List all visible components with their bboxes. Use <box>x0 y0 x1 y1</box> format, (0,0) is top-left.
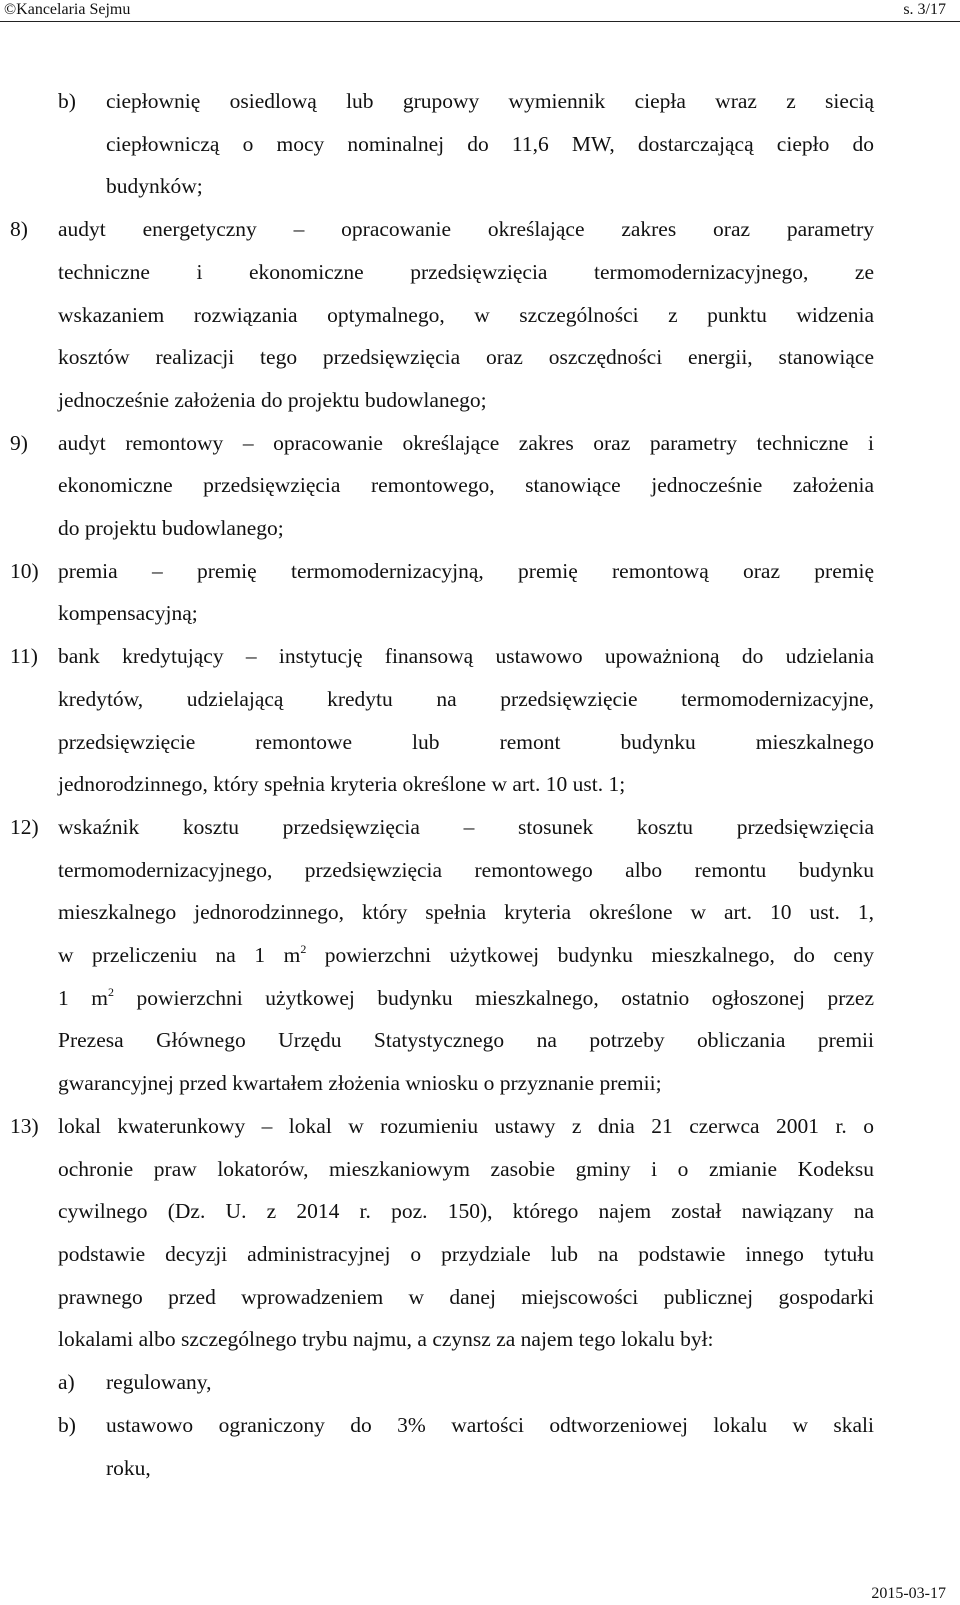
item-label: 9) <box>10 430 28 455</box>
list-item-12 <box>10 806 874 1105</box>
page-number: s. 3/17 <box>903 1 946 18</box>
text-line: audyt energetyczny – opracowanie określające zakres oraz parametry <box>58 217 874 242</box>
text-line: bank kredytujący – instytucję finansową ustawowo upoważnioną do udzielania <box>58 644 874 669</box>
text-line: termomodernizacyjnego, przedsięwzięcia remontowego albo remontu budynku <box>58 857 874 882</box>
text-line: techniczne i ekonomiczne przedsięwzięcia termomodernizacyjnego, ze <box>58 259 874 284</box>
list-item-10 <box>10 550 874 635</box>
text-line: lokalami albo szczególnego trybu najmu, a czynsz za najem tego lokalu był: <box>58 1327 714 1352</box>
text-line: ustawowo ograniczony do 3% wartości odtworzeniowej lokalu w skali <box>106 1412 874 1437</box>
text-line: kredytów, udzielającą kredytu na przedsięwzięcie termomodernizacyjne, <box>58 686 874 711</box>
item-label: b) <box>58 89 76 113</box>
copyright-label: ©Kancelaria Sejmu <box>4 1 131 18</box>
text-line: Prezesa Głównego Urzędu Statystycznego na potrzeby obliczania premii <box>58 1028 874 1053</box>
item-label: 10) <box>10 558 39 583</box>
list-item-b-heating <box>10 80 874 208</box>
list-item-11 <box>10 635 874 806</box>
document-body <box>10 80 874 1489</box>
item-label: 12) <box>10 814 39 839</box>
text-line: wskaźnik kosztu przedsięwzięcia – stosunek kosztu przedsięwzięcia <box>58 814 874 839</box>
list-item-b-limited <box>10 1404 874 1489</box>
text-line: 1 $m^2$ powierzchni użytkowej budynku mieszkalnego, ostatnio ogłoszonej przez <box>58 984 875 1010</box>
text-line: mieszkalnego jednorodzinnego, który spełnia kryteria określone w art. 10 ust. 1, <box>58 900 874 925</box>
text-line: cywilnego (Dz. U. z 2014 r. poz. 150), którego najem został nawiązany na <box>58 1199 874 1224</box>
text-line: ciepłownię osiedlową lub grupowy wymiennik ciepła wraz z siecią <box>106 89 874 113</box>
list-item-9 <box>10 422 874 550</box>
item-label: 13) <box>10 1113 39 1138</box>
text-line: gwarancyjnej przed kwartałem złożenia wniosku o przyznanie premii; <box>58 1071 662 1096</box>
text-line: przedsięwzięcie remontowe lub remont budynku mieszkalnego <box>58 729 874 754</box>
item-label: a) <box>58 1370 75 1395</box>
item-label: 11) <box>10 644 38 669</box>
text-line: podstawie decyzji administracyjnej o przydziale lub na podstawie innego tytułu <box>58 1241 874 1266</box>
text-line: ciepłowniczą o mocy nominalnej do 11,6 MW, dostarczającą ciepło do <box>106 131 874 156</box>
text-line: jednocześnie założenia do projektu budowlanego; <box>58 387 487 412</box>
text-line: prawnego przed wprowadzeniem w danej miejscowości publicznej gospodarki <box>58 1284 874 1309</box>
text-line: do projektu budowlanego; <box>58 516 284 541</box>
text-line: lokal kwaterunkowy – lokal w rozumieniu ustawy z dnia 21 czerwca 2001 r. o <box>58 1113 874 1138</box>
list-item-a-regulated <box>10 1361 874 1404</box>
list-item-13 <box>10 1105 874 1361</box>
text-line: wskazaniem rozwiązania optymalnego, w szczególności z punktu widzenia <box>58 302 874 327</box>
text-line: roku, <box>106 1455 151 1480</box>
text-line: ochronie praw lokatorów, mieszkaniowym zasobie gminy i o zmianie Kodeksu <box>58 1156 874 1181</box>
text-line: premia – premię termomodernizacyjną, premię remontową oraz premię <box>58 558 874 583</box>
list-item-8 <box>10 208 874 422</box>
text-line: kompensacyjną; <box>58 601 198 626</box>
text-line: kosztów realizacji tego przedsięwzięcia oraz oszczędności energii, stanowiące <box>58 345 874 370</box>
text-line: regulowany, <box>106 1370 212 1395</box>
text-line: budynków; <box>106 174 203 199</box>
text-line: ekonomiczne przedsięwzięcia remontowego, stanowiące jednocześnie założenia <box>58 473 874 498</box>
text-line: w przeliczeniu na 1 $m^2$ powierzchni użytkowej budynku mieszkalnego, do ceny <box>58 942 874 968</box>
item-label: 8) <box>10 217 28 242</box>
header-divider <box>0 21 960 22</box>
text-line: jednorodzinnego, który spełnia kryteria określone w art. 10 ust. 1; <box>58 772 626 797</box>
item-label: b) <box>58 1412 76 1437</box>
footer-date: 2015-03-17 <box>871 1585 946 1602</box>
text-line: audyt remontowy – opracowanie określające zakres oraz parametry techniczne i <box>58 430 874 455</box>
